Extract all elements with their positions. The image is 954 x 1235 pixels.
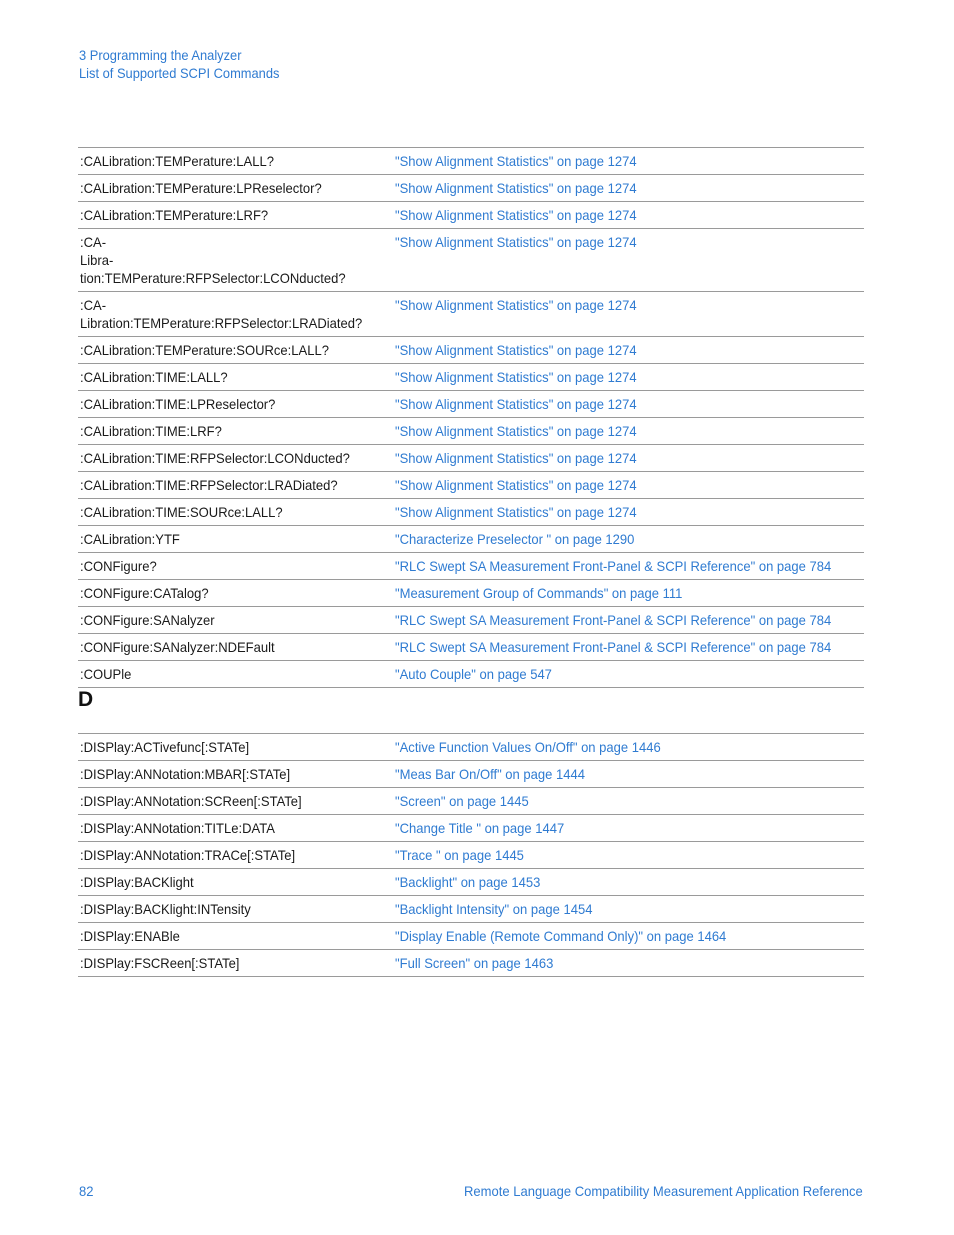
table-row	[78, 734, 864, 761]
table-row	[78, 418, 864, 445]
table-row	[78, 175, 864, 202]
document-title	[434, 1183, 863, 1199]
reference-link[interactable]: "Full Screen" on page 1463	[395, 955, 554, 971]
reference-link[interactable]: "Show Alignment Statistics" on page 1274	[395, 396, 637, 412]
table-row	[78, 950, 864, 977]
command-cell	[78, 229, 393, 292]
command-text: :DISPlay:ENABle	[80, 928, 180, 944]
command-text: :CALibration:TEMPerature:LALL?	[80, 153, 274, 169]
command-text: :CA-	[80, 297, 107, 313]
reference-link[interactable]: "Active Function Values On/Off" on page 1446	[395, 739, 661, 755]
command-text: :CONFigure:SANalyzer:NDEFault	[80, 639, 275, 655]
reference-link[interactable]: "Characterize Preselector " on page 1290	[395, 531, 635, 547]
table-row	[78, 472, 864, 499]
table-row	[78, 788, 864, 815]
reference-link[interactable]: "Show Alignment Statistics" on page 1274	[395, 180, 637, 196]
command-text: :CALibration:TEMPerature:SOURce:LALL?	[80, 342, 329, 358]
table-row	[78, 148, 864, 175]
command-cell	[78, 526, 393, 553]
reference-link-cell[interactable]	[393, 418, 864, 445]
table-row	[78, 607, 864, 634]
reference-link-cell[interactable]	[393, 175, 864, 202]
command-text: :DISPlay:ACTivefunc[:STATe]	[80, 739, 250, 755]
table-row	[78, 364, 864, 391]
table-row	[78, 391, 864, 418]
reference-link[interactable]: "Auto Couple" on page 547	[395, 666, 552, 682]
command-cell	[78, 391, 393, 418]
command-text: :CONFigure?	[80, 558, 157, 574]
reference-link[interactable]: "Show Alignment Statistics" on page 1274	[395, 342, 637, 358]
command-text: :DISPlay:BACKlight	[80, 874, 194, 890]
running-header	[79, 46, 297, 82]
reference-link-cell[interactable]	[393, 391, 864, 418]
command-cell	[78, 445, 393, 472]
reference-link-cell[interactable]	[393, 661, 864, 688]
command-text: :CALibration:TIME:LRF?	[80, 423, 222, 439]
reference-link-cell[interactable]	[393, 472, 864, 499]
command-text: :CALibration:TIME:RFPSelector:LCONducted?	[80, 450, 350, 466]
command-text: :DISPlay:FSCReen[:STATe]	[80, 955, 240, 971]
reference-link[interactable]: "Show Alignment Statistics" on page 1274	[395, 369, 637, 385]
command-text: Libration:TEMPerature:RFPSelector:LRADiated?	[80, 315, 363, 331]
command-cell	[78, 896, 393, 923]
command-table-c-body	[78, 148, 864, 688]
chapter-title: 3 Programming the Analyzer	[79, 47, 242, 63]
command-table-c	[78, 147, 864, 688]
table-row	[78, 337, 864, 364]
command-cell	[78, 499, 393, 526]
table-row	[78, 292, 864, 337]
reference-link[interactable]: "Show Alignment Statistics" on page 1274	[395, 234, 637, 250]
reference-link[interactable]: "Meas Bar On/Off" on page 1444	[395, 766, 585, 782]
reference-link[interactable]: "Change Title " on page 1447	[395, 820, 565, 836]
command-cell	[78, 553, 393, 580]
command-text: :COUPle	[80, 666, 132, 682]
table-row	[78, 869, 864, 896]
reference-link-cell[interactable]	[393, 815, 864, 842]
reference-link-cell[interactable]	[393, 553, 864, 580]
command-cell	[78, 472, 393, 499]
reference-link[interactable]: "Show Alignment Statistics" on page 1274	[395, 297, 637, 313]
reference-link-cell[interactable]	[393, 229, 864, 292]
command-text: :CALibration:TIME:RFPSelector:LRADiated?	[80, 477, 338, 493]
command-cell	[78, 815, 393, 842]
command-text: :DISPlay:ANNotation:MBAR[:STATe]	[80, 766, 291, 782]
command-text: Libra-	[80, 252, 114, 268]
command-text: :DISPlay:ANNotation:TITLe:DATA	[80, 820, 275, 836]
reference-link[interactable]: "Measurement Group of Commands" on page 111	[395, 585, 683, 601]
command-cell	[78, 202, 393, 229]
reference-link[interactable]: "RLC Swept SA Measurement Front-Panel & SCPI Reference" on page 784	[395, 612, 832, 628]
command-cell	[78, 175, 393, 202]
table-row	[78, 553, 864, 580]
reference-link-cell[interactable]	[393, 607, 864, 634]
command-text: :DISPlay:BACKlight:INTensity	[80, 901, 251, 917]
command-cell	[78, 734, 393, 761]
command-cell	[78, 661, 393, 688]
reference-link[interactable]: "Backlight Intensity" on page 1454	[395, 901, 593, 917]
command-cell	[78, 842, 393, 869]
reference-link-cell[interactable]	[393, 869, 864, 896]
command-text: :DISPlay:ANNotation:TRACe[:STATe]	[80, 847, 296, 863]
reference-link-cell[interactable]	[393, 445, 864, 472]
command-text: :CALibration:TEMPerature:LRF?	[80, 207, 269, 223]
command-text: :CONFigure:SANalyzer	[80, 612, 215, 628]
reference-link-cell[interactable]	[393, 896, 864, 923]
reference-link-cell[interactable]	[393, 734, 864, 761]
reference-link[interactable]: "Screen" on page 1445	[395, 793, 529, 809]
reference-link[interactable]: "Display Enable (Remote Command Only)" on page 1464	[395, 928, 727, 944]
command-text: :CALibration:TEMPerature:LPReselector?	[80, 180, 322, 196]
reference-link-cell[interactable]	[393, 202, 864, 229]
reference-link[interactable]: "Show Alignment Statistics" on page 1274	[395, 423, 637, 439]
reference-link[interactable]: "Backlight" on page 1453	[395, 874, 541, 890]
reference-link-cell[interactable]	[393, 148, 864, 175]
table-row	[78, 580, 864, 607]
table-row	[78, 202, 864, 229]
command-cell	[78, 634, 393, 661]
command-table-d-body	[78, 734, 864, 977]
reference-link-cell[interactable]	[393, 842, 864, 869]
command-cell	[78, 761, 393, 788]
reference-link[interactable]: "RLC Swept SA Measurement Front-Panel & SCPI Reference" on page 784	[395, 558, 832, 574]
page-number-text: 82	[79, 1183, 94, 1199]
reference-link-cell[interactable]	[393, 634, 864, 661]
reference-link-cell[interactable]	[393, 364, 864, 391]
reference-link[interactable]: "Trace " on page 1445	[395, 847, 524, 863]
table-row	[78, 229, 864, 292]
command-cell	[78, 418, 393, 445]
command-text: :CA-	[80, 234, 107, 250]
reference-link-cell[interactable]	[393, 788, 864, 815]
page-number	[79, 1183, 95, 1199]
command-text: :CALibration:TIME:LALL?	[80, 369, 228, 385]
reference-link-cell[interactable]	[393, 950, 864, 977]
command-text: tion:TEMPerature:RFPSelector:LCONducted?	[80, 270, 346, 286]
reference-link[interactable]: "Show Alignment Statistics" on page 1274	[395, 450, 637, 466]
table-row	[78, 445, 864, 472]
table-row	[78, 526, 864, 553]
command-cell	[78, 292, 393, 337]
command-text: :CONFigure:CATalog?	[80, 585, 209, 601]
command-cell	[78, 337, 393, 364]
table-row	[78, 896, 864, 923]
reference-link-cell[interactable]	[393, 580, 864, 607]
reference-link-cell[interactable]	[393, 923, 864, 950]
reference-link[interactable]: "Show Alignment Statistics" on page 1274	[395, 477, 637, 493]
command-text: :CALibration:TIME:SOURce:LALL?	[80, 504, 283, 520]
command-text: :CALibration:YTF	[80, 531, 180, 547]
reference-link-cell[interactable]	[393, 337, 864, 364]
reference-link-cell[interactable]	[393, 526, 864, 553]
table-row	[78, 842, 864, 869]
command-cell	[78, 950, 393, 977]
command-cell	[78, 580, 393, 607]
command-cell	[78, 364, 393, 391]
command-table-d	[78, 733, 864, 977]
reference-link-cell[interactable]	[393, 292, 864, 337]
table-row	[78, 815, 864, 842]
document-title-text: Remote Language Compatibility Measurement Application Reference	[464, 1183, 863, 1199]
table-row	[78, 661, 864, 688]
reference-link-cell[interactable]	[393, 761, 864, 788]
command-cell	[78, 923, 393, 950]
table-row	[78, 761, 864, 788]
section-heading-d: D	[78, 688, 94, 711]
table-row	[78, 634, 864, 661]
reference-link[interactable]: "RLC Swept SA Measurement Front-Panel & SCPI Reference" on page 784	[395, 639, 832, 655]
reference-link[interactable]: "Show Alignment Statistics" on page 1274	[395, 153, 637, 169]
table-row	[78, 499, 864, 526]
command-text: :DISPlay:ANNotation:SCReen[:STATe]	[80, 793, 302, 809]
command-cell	[78, 869, 393, 896]
command-cell	[78, 148, 393, 175]
reference-link[interactable]: "Show Alignment Statistics" on page 1274	[395, 504, 637, 520]
command-cell	[78, 788, 393, 815]
command-text: :CALibration:TIME:LPReselector?	[80, 396, 276, 412]
section-title: List of Supported SCPI Commands	[79, 65, 280, 81]
reference-link-cell[interactable]	[393, 499, 864, 526]
reference-link[interactable]: "Show Alignment Statistics" on page 1274	[395, 207, 637, 223]
table-row	[78, 923, 864, 950]
command-cell	[78, 607, 393, 634]
